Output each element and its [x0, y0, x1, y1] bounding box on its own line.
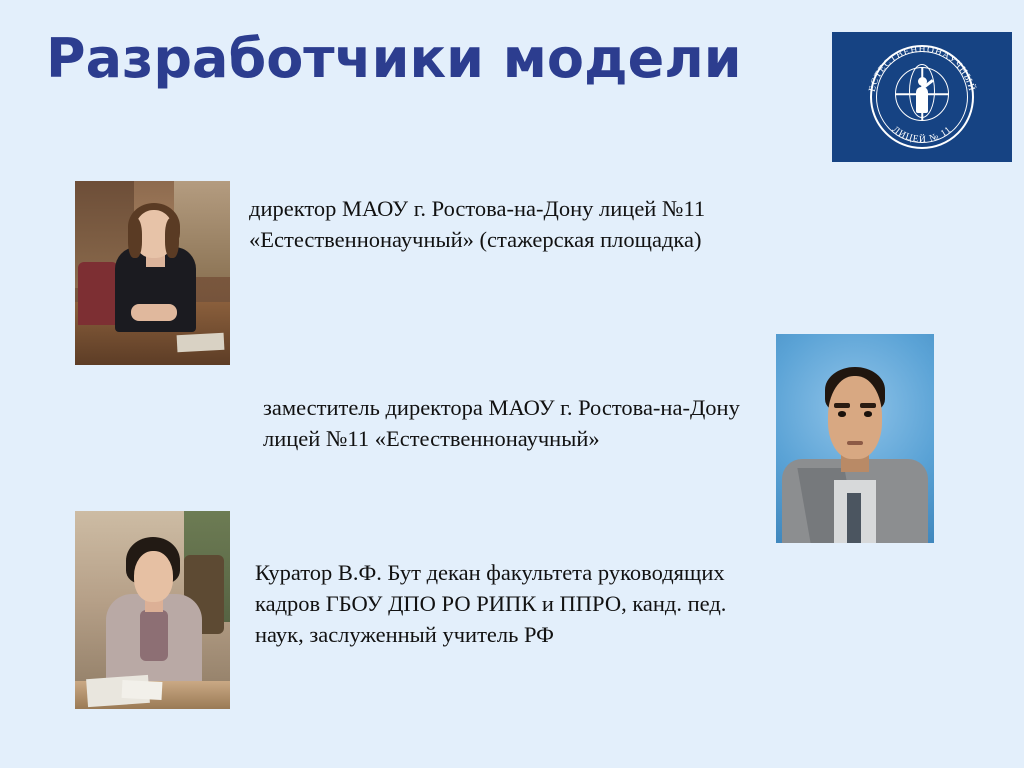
- lyceum-logo: [832, 32, 1012, 162]
- person-figure-icon: [915, 77, 929, 121]
- photo-deputy-director: [776, 334, 934, 543]
- page-title: Разработчики модели: [46, 27, 742, 90]
- caption-director: директор МАОУ г. Ростова-на-Дону лицей №11 «Естественнонаучный» (стажерская площадка): [249, 196, 706, 252]
- photo-director: [75, 181, 230, 365]
- logo-arc-bottom-text: ЛИЦЕЙ № 11: [890, 124, 954, 146]
- caption-curator: Куратор В.Ф. Бут декан факультета руководящих кадров ГБОУ ДПО РО РИПК и ППРО, канд. пед. наук, заслуженный учитель РФ: [255, 560, 727, 647]
- caption-deputy-director: заместитель директора МАОУ г. Ростова-на-Дону лицей №11 «Естественнонаучный»: [263, 395, 740, 451]
- photo-curator: [75, 511, 230, 709]
- logo-arc-top-text: ЕСТЕСТВЕННОНАУЧНЫЙ: [867, 44, 977, 93]
